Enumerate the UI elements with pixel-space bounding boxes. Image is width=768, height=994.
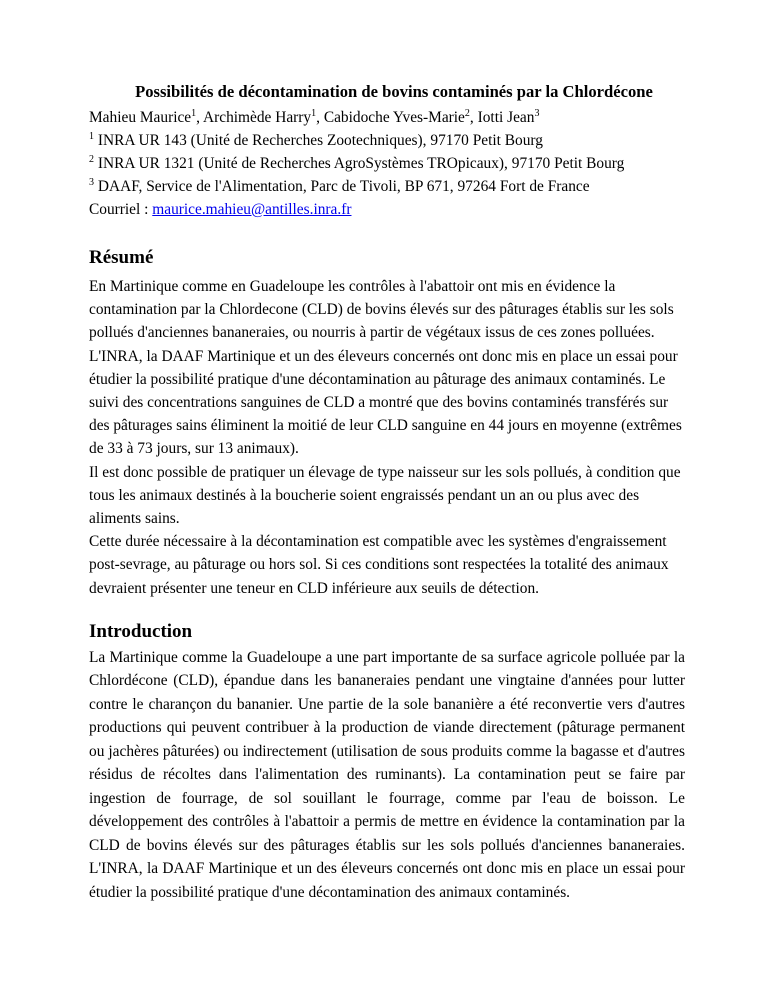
resume-paragraph: Cette durée nécessaire à la décontamination est compatible avec les systèmes d'engraissement post-sevrage, au pâturage ou hors sol. Si ces conditions sont respectées la totalité des animaux devraient présenter une teneur en CLD inférieure aux seuils de détection.	[89, 533, 669, 597]
contact-line	[89, 198, 685, 221]
email-link[interactable]: maurice.mahieu@antilles.inra.fr	[152, 201, 352, 218]
introduction-heading: Introduction	[89, 620, 193, 642]
paper-title: Possibilités de décontamination de bovins contaminés par la Chlordécone	[135, 82, 653, 101]
resume-paragraph: L'INRA, la DAAF Martinique et un des éleveurs concernés ont donc mis en place un essai pour étudier la possibilité pratique d'une décontamination au pâturage des animaux contaminés. Le suivi des concentrations sanguines de CLD a montré que des bovins contaminés transférés sur des pâturages sains éliminent la moitié de leur CLD sanguine en 44 jours en moyenne (extrêmes de 33 à 73 jours, sur 13 animaux).	[89, 347, 682, 458]
resume-heading: Résumé	[89, 247, 154, 268]
resume-paragraph: En Martinique comme en Guadeloupe les contrôles à l'abattoir ont mis en évidence la contamination par la Chlordecone (CLD) de bovins élevés sur des pâturages établis sur les sols pollués d'anciennes bananeraies, ou nourris à partir de végétaux issus de ces zones polluées.	[89, 278, 674, 342]
author-line	[89, 106, 685, 129]
resume-paragraph: Il est donc possible de pratiquer un élevage de type naisseur sur les sols pollués, à condition que tous les animaux destinés à la boucherie soient engraissés pendant un an ou plus avec des aliments sains.	[89, 463, 681, 528]
affiliation: $^3$ DAAF, Service de l'Alimentation, Parc de Tivoli, BP 671, 97264 Fort de France	[89, 177, 590, 195]
author: Iotti Jean$^3$	[477, 108, 540, 126]
author: Cabidoche Yves-Marie$^2$,	[323, 108, 478, 126]
affiliation: $^1$ INRA UR 143 (Unité de Recherches Zootechniques), 97170 Petit Bourg	[89, 131, 543, 149]
introduction-paragraph: La Martinique comme la Guadeloupe a une part importante de sa surface agricole polluée par la Chlordécone (CLD), épandue dans les bananeraies pendant une vingtaine d'années pour lutter contre le charançon du bananier. Une partie de la sole bananière a été reconvertie vers d'autres productions qui peuvent contribuer à la production de viande directement (pâturage permanent ou jachères pâturées) ou indirectement (utilisation de sous produits comme la bagasse et d'autres résidus de récoltes dans l'alimentation des ruminants). La contamination peut se faire par ingestion de fourrage, de sol souillant le fourrage, comme par l'eau de boisson. Le développement des contrôles à l'abattoir a permis de mettre en évidence la contamination par la CLD de bovins élevés sur des pâturages établis sur les sols pollués d'anciennes bananeraies. L'INRA, la DAAF Martinique et un des éleveurs concernés ont donc mis en place un essai pour étudier la possibilité pratique d'une décontamination des animaux contaminés.	[89, 648, 685, 901]
affiliation: $^2$ INRA UR 1321 (Unité de Recherches AgroSystèmes TROpicaux), 97170 Petit Bourg	[89, 154, 625, 172]
author: Mahieu Maurice$^1$,	[89, 108, 203, 126]
author: Archimède Harry$^1$,	[203, 108, 324, 126]
contact-label: Courriel :	[89, 201, 153, 218]
document-page	[89, 82, 685, 904]
